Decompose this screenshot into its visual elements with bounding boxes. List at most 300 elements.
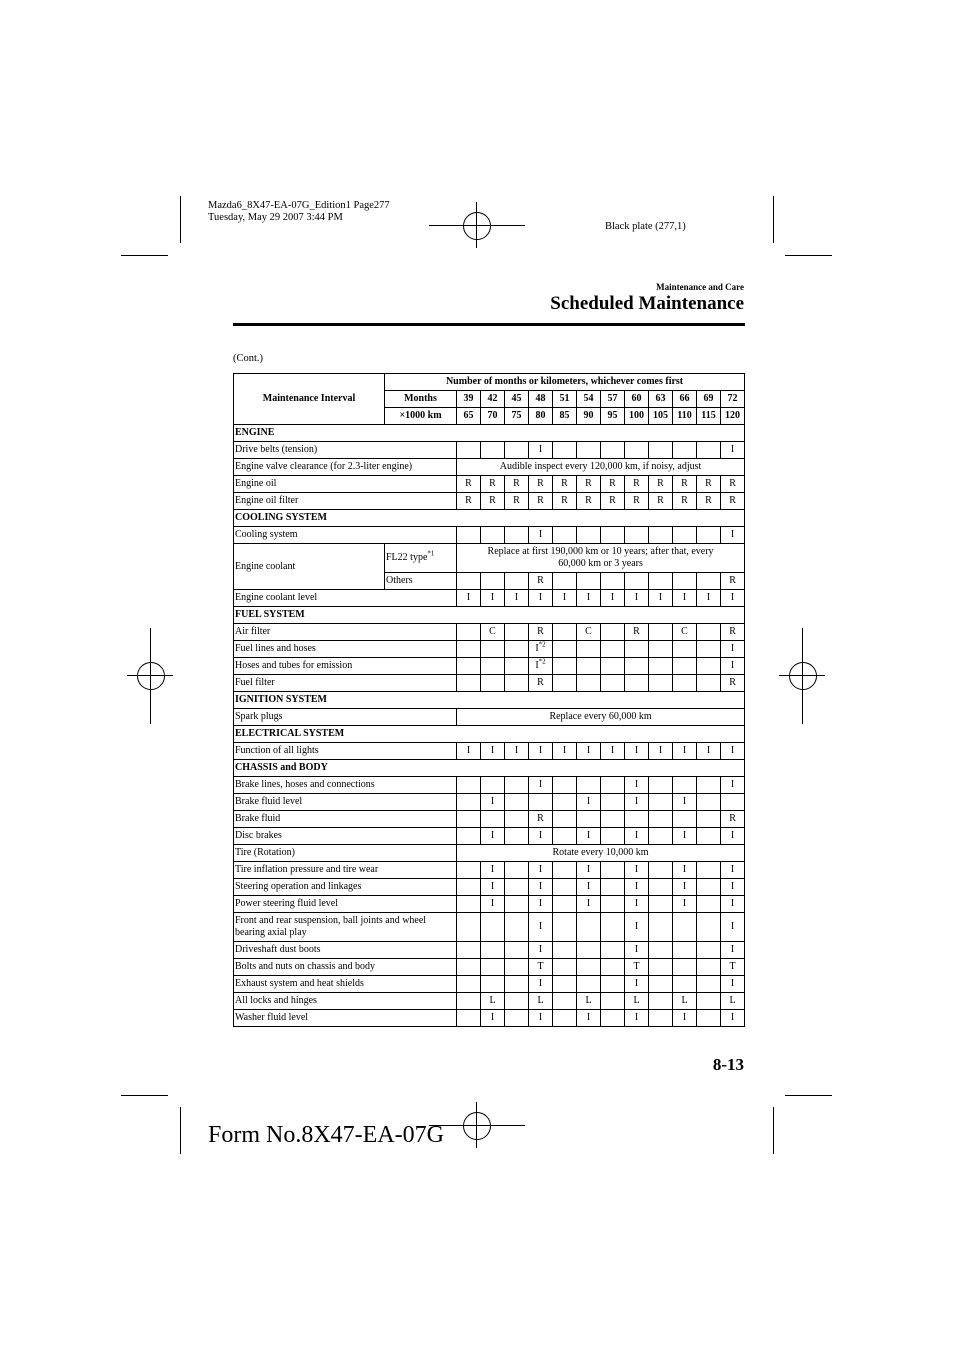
table-row [234, 527, 745, 544]
section-label: Maintenance and Care [656, 282, 744, 292]
schedule-cell [697, 976, 721, 993]
schedule-cell [577, 777, 601, 794]
month-value: 42 [481, 391, 505, 408]
schedule-cell [577, 573, 601, 590]
km-value: 90 [577, 408, 601, 425]
schedule-cell: I [721, 743, 745, 760]
schedule-cell: I [673, 743, 697, 760]
item-label: Air filter [234, 624, 457, 641]
schedule-cell: I [553, 590, 577, 607]
schedule-cell: I [721, 862, 745, 879]
schedule-cell: R [697, 476, 721, 493]
table-row [234, 442, 745, 459]
item-label: Brake fluid level [234, 794, 457, 811]
schedule-cell: I [505, 590, 529, 607]
schedule-cell: R [625, 493, 649, 510]
schedule-cell [649, 959, 673, 976]
schedule-cell [697, 527, 721, 544]
km-value: 105 [649, 408, 673, 425]
schedule-cell [649, 976, 673, 993]
schedule-cell [697, 777, 721, 794]
schedule-cell: I [577, 879, 601, 896]
schedule-cell: I [457, 743, 481, 760]
schedule-cell [553, 641, 577, 658]
schedule-cell [649, 777, 673, 794]
schedule-cell [673, 777, 697, 794]
item-label: Steering operation and linkages [234, 879, 457, 896]
registration-mark-top [429, 202, 525, 248]
km-label: ×1000 km [385, 408, 457, 425]
schedule-cell [505, 862, 529, 879]
item-label: Drive belts (tension) [234, 442, 457, 459]
schedule-cell: C [481, 624, 505, 641]
schedule-cell [673, 811, 697, 828]
header-row [234, 374, 745, 391]
schedule-cell [697, 993, 721, 1010]
schedule-cell [481, 777, 505, 794]
schedule-cell [601, 1010, 625, 1027]
schedule-cell [697, 913, 721, 942]
schedule-cell: R [673, 476, 697, 493]
km-value: 100 [625, 408, 649, 425]
schedule-cell [457, 862, 481, 879]
table-row [234, 913, 745, 942]
schedule-cell [601, 976, 625, 993]
schedule-cell: R [505, 476, 529, 493]
schedule-cell: R [673, 493, 697, 510]
schedule-cell: I [625, 743, 649, 760]
schedule-cell: I [529, 828, 553, 845]
schedule-cell: I [529, 442, 553, 459]
table-row [234, 942, 745, 959]
schedule-cell [697, 794, 721, 811]
crop-mark [180, 1107, 181, 1154]
schedule-cell: I [481, 743, 505, 760]
schedule-cell: I [673, 862, 697, 879]
schedule-cell: R [529, 493, 553, 510]
schedule-cell [553, 442, 577, 459]
section-row [234, 760, 745, 777]
schedule-cell: R [529, 675, 553, 692]
schedule-cell: R [721, 624, 745, 641]
schedule-cell: I [625, 976, 649, 993]
schedule-cell: T [529, 959, 553, 976]
note-line: Replace at first 190,000 km or 10 years; after that, every [487, 546, 714, 557]
schedule-cell [505, 442, 529, 459]
section-row [234, 425, 745, 442]
schedule-cell [553, 862, 577, 879]
schedule-cell [505, 641, 529, 658]
schedule-cell: I [529, 942, 553, 959]
schedule-cell: R [577, 476, 601, 493]
schedule-cell: I [481, 879, 505, 896]
schedule-cell [697, 675, 721, 692]
schedule-cell [625, 658, 649, 675]
schedule-cell: I [721, 913, 745, 942]
schedule-cell [601, 442, 625, 459]
schedule-cell [505, 675, 529, 692]
schedule-cell [553, 527, 577, 544]
schedule-cell [697, 811, 721, 828]
item-label: Spark plugs [234, 709, 457, 726]
section-heading: FUEL SYSTEM [234, 607, 745, 624]
schedule-cell [673, 442, 697, 459]
schedule-cell [505, 993, 529, 1010]
table-row [234, 590, 745, 607]
schedule-cell: L [529, 993, 553, 1010]
schedule-cell [601, 993, 625, 1010]
table-row [234, 993, 745, 1010]
schedule-cell: I [625, 942, 649, 959]
schedule-cell: I [721, 828, 745, 845]
fl22-label [385, 544, 457, 573]
footnote-mark: *2 [538, 657, 546, 666]
item-label: Fuel filter [234, 675, 457, 692]
schedule-cell: R [577, 493, 601, 510]
schedule-cell [505, 624, 529, 641]
schedule-value: I [535, 660, 539, 671]
schedule-cell: I [553, 743, 577, 760]
schedule-cell [601, 942, 625, 959]
table-row [234, 658, 745, 675]
crop-mark [773, 196, 774, 243]
schedule-cell [601, 641, 625, 658]
schedule-cell [601, 658, 625, 675]
schedule-cell [529, 658, 553, 675]
schedule-cell [649, 896, 673, 913]
schedule-cell: I [721, 879, 745, 896]
schedule-cell [481, 442, 505, 459]
schedule-cell: I [673, 1010, 697, 1027]
month-value: 72 [721, 391, 745, 408]
schedule-cell: R [625, 476, 649, 493]
schedule-cell [505, 942, 529, 959]
item-label: Function of all lights [234, 743, 457, 760]
cont-label: (Cont.) [233, 353, 264, 364]
schedule-cell: I [481, 862, 505, 879]
schedule-cell [457, 879, 481, 896]
schedule-cell [505, 777, 529, 794]
schedule-value: I [535, 643, 539, 654]
schedule-cell [601, 624, 625, 641]
schedule-cell [577, 942, 601, 959]
schedule-cell [601, 573, 625, 590]
schedule-cell: L [721, 993, 745, 1010]
schedule-cell [457, 573, 481, 590]
schedule-cell [577, 527, 601, 544]
schedule-cell [505, 828, 529, 845]
schedule-cell [697, 641, 721, 658]
schedule-cell [673, 675, 697, 692]
table-row [234, 811, 745, 828]
schedule-note: Audible inspect every 120,000 km, if noisy, adjust [457, 459, 745, 476]
schedule-cell [529, 794, 553, 811]
schedule-cell [457, 811, 481, 828]
schedule-cell: I [721, 527, 745, 544]
table-row [234, 675, 745, 692]
schedule-cell: R [553, 493, 577, 510]
table-row [234, 794, 745, 811]
schedule-cell [649, 658, 673, 675]
month-value: 45 [505, 391, 529, 408]
table-row [234, 624, 745, 641]
schedule-cell [553, 573, 577, 590]
schedule-cell [577, 959, 601, 976]
km-value: 85 [553, 408, 577, 425]
schedule-cell: I [577, 743, 601, 760]
km-value: 120 [721, 408, 745, 425]
month-value: 39 [457, 391, 481, 408]
schedule-cell [553, 896, 577, 913]
schedule-cell [673, 913, 697, 942]
month-value: 60 [625, 391, 649, 408]
schedule-cell [553, 1010, 577, 1027]
table-row [234, 493, 745, 510]
item-label: Power steering fluid level [234, 896, 457, 913]
schedule-cell: R [601, 476, 625, 493]
schedule-cell [649, 675, 673, 692]
schedule-cell: R [601, 493, 625, 510]
schedule-cell [625, 811, 649, 828]
schedule-cell [553, 913, 577, 942]
schedule-cell: I [481, 896, 505, 913]
km-value: 75 [505, 408, 529, 425]
schedule-cell [457, 624, 481, 641]
item-label: Engine oil filter [234, 493, 457, 510]
schedule-cell: I [625, 794, 649, 811]
item-label: Cooling system [234, 527, 457, 544]
schedule-note [457, 544, 745, 573]
schedule-cell [601, 879, 625, 896]
schedule-cell: I [721, 976, 745, 993]
maintenance-table [233, 373, 745, 1027]
schedule-note: Rotate every 10,000 km [457, 845, 745, 862]
month-value: 69 [697, 391, 721, 408]
schedule-cell [529, 641, 553, 658]
schedule-cell [457, 675, 481, 692]
schedule-cell [649, 879, 673, 896]
table-row [234, 959, 745, 976]
schedule-cell [601, 862, 625, 879]
schedule-cell: I [529, 879, 553, 896]
crop-mark [121, 1095, 168, 1096]
schedule-cell: I [457, 590, 481, 607]
schedule-cell [697, 658, 721, 675]
schedule-cell [457, 828, 481, 845]
schedule-cell [649, 913, 673, 942]
schedule-cell [577, 641, 601, 658]
km-value: 110 [673, 408, 697, 425]
schedule-cell [649, 442, 673, 459]
schedule-cell: I [625, 896, 649, 913]
schedule-cell [673, 573, 697, 590]
table-row [234, 709, 745, 726]
schedule-cell: I [577, 794, 601, 811]
schedule-cell [505, 896, 529, 913]
schedule-cell [481, 811, 505, 828]
schedule-cell [649, 828, 673, 845]
km-value: 80 [529, 408, 553, 425]
item-label: Bolts and nuts on chassis and body [234, 959, 457, 976]
item-label: Driveshaft dust boots [234, 942, 457, 959]
schedule-cell [577, 976, 601, 993]
section-row [234, 607, 745, 624]
schedule-cell: I [529, 862, 553, 879]
registration-mark-left [127, 628, 173, 724]
schedule-cell [553, 658, 577, 675]
schedule-cell [457, 658, 481, 675]
table-row [234, 476, 745, 493]
print-header-line1: Mazda6_8X47-EA-07G_Edition1 Page277 [208, 200, 390, 211]
print-header-line2: Tuesday, May 29 2007 3:44 PM [208, 212, 343, 223]
schedule-note: Replace every 60,000 km [457, 709, 745, 726]
schedule-cell [697, 896, 721, 913]
schedule-cell: T [625, 959, 649, 976]
item-label: Engine coolant level [234, 590, 457, 607]
schedule-cell [457, 442, 481, 459]
schedule-cell [553, 624, 577, 641]
schedule-cell [553, 959, 577, 976]
schedule-cell [553, 811, 577, 828]
crop-mark [180, 196, 181, 243]
page-number: 8-13 [712, 1055, 744, 1074]
schedule-cell [649, 641, 673, 658]
registration-mark-right [779, 628, 825, 724]
schedule-cell [697, 1010, 721, 1027]
schedule-cell: I [601, 590, 625, 607]
schedule-cell [697, 879, 721, 896]
schedule-cell [649, 993, 673, 1010]
schedule-cell: I [673, 896, 697, 913]
title-rule [233, 323, 745, 326]
schedule-cell [601, 828, 625, 845]
table-row [234, 743, 745, 760]
schedule-cell: I [577, 896, 601, 913]
schedule-cell [553, 675, 577, 692]
schedule-cell [697, 624, 721, 641]
km-value: 65 [457, 408, 481, 425]
print-header [208, 200, 390, 224]
schedule-cell: R [697, 493, 721, 510]
table-row [234, 828, 745, 845]
schedule-cell: I [697, 590, 721, 607]
item-label: Tire inflation pressure and tire wear [234, 862, 457, 879]
schedule-cell: I [601, 743, 625, 760]
schedule-cell: I [577, 590, 601, 607]
schedule-cell [601, 811, 625, 828]
section-row [234, 692, 745, 709]
item-label: Brake lines, hoses and connections [234, 777, 457, 794]
table-row [234, 976, 745, 993]
section-heading: ENGINE [234, 425, 745, 442]
schedule-cell [481, 573, 505, 590]
schedule-cell: I [625, 862, 649, 879]
schedule-cell [481, 976, 505, 993]
schedule-cell [601, 527, 625, 544]
item-label: All locks and hinges [234, 993, 457, 1010]
plate-label: Black plate (277,1) [605, 221, 686, 232]
schedule-cell: I [721, 641, 745, 658]
schedule-cell [625, 675, 649, 692]
schedule-cell [601, 675, 625, 692]
item-label: Fuel lines and hoses [234, 641, 457, 658]
table-row [234, 879, 745, 896]
schedule-cell: I [577, 828, 601, 845]
item-label: Brake fluid [234, 811, 457, 828]
schedule-cell: R [457, 493, 481, 510]
page-title: Scheduled Maintenance [550, 293, 744, 314]
schedule-cell: L [577, 993, 601, 1010]
section-row [234, 726, 745, 743]
schedule-cell [649, 573, 673, 590]
month-value: 54 [577, 391, 601, 408]
schedule-cell [577, 675, 601, 692]
schedule-cell [457, 527, 481, 544]
month-value: 57 [601, 391, 625, 408]
schedule-cell: I [649, 590, 673, 607]
schedule-cell: R [481, 476, 505, 493]
schedule-cell: I [721, 896, 745, 913]
schedule-cell [625, 442, 649, 459]
schedule-cell [457, 913, 481, 942]
schedule-cell: I [625, 1010, 649, 1027]
schedule-cell [457, 777, 481, 794]
schedule-cell: I [625, 913, 649, 942]
item-label: Tire (Rotation) [234, 845, 457, 862]
schedule-cell [553, 828, 577, 845]
schedule-cell: I [505, 743, 529, 760]
schedule-cell [553, 777, 577, 794]
schedule-cell [673, 527, 697, 544]
schedule-cell: I [529, 1010, 553, 1027]
item-label: Engine oil [234, 476, 457, 493]
schedule-cell [673, 976, 697, 993]
schedule-cell [481, 527, 505, 544]
schedule-cell: R [529, 476, 553, 493]
schedule-cell [505, 794, 529, 811]
schedule-cell: I [481, 794, 505, 811]
schedule-cell [505, 573, 529, 590]
schedule-cell [505, 879, 529, 896]
schedule-cell: R [721, 675, 745, 692]
schedule-cell: R [721, 476, 745, 493]
item-label: Engine coolant [234, 544, 385, 590]
crop-mark [785, 255, 832, 256]
others-label: Others [385, 573, 457, 590]
schedule-cell: I [721, 658, 745, 675]
fl22-text: FL22 type [386, 552, 428, 563]
table-row [234, 777, 745, 794]
schedule-cell: R [721, 811, 745, 828]
schedule-cell [481, 641, 505, 658]
schedule-cell [457, 641, 481, 658]
schedule-cell: I [673, 794, 697, 811]
interval-label: Maintenance Interval [234, 374, 385, 425]
schedule-cell [505, 1010, 529, 1027]
schedule-cell [553, 879, 577, 896]
schedule-cell [481, 959, 505, 976]
schedule-cell [481, 913, 505, 942]
item-label: Exhaust system and heat shields [234, 976, 457, 993]
crop-mark [773, 1107, 774, 1154]
schedule-cell: R [649, 493, 673, 510]
schedule-cell: I [481, 590, 505, 607]
schedule-cell [505, 811, 529, 828]
schedule-cell [697, 942, 721, 959]
schedule-cell: I [625, 828, 649, 845]
label-line: Front and rear suspension, ball joints and wheel [235, 915, 427, 926]
km-value: 115 [697, 408, 721, 425]
